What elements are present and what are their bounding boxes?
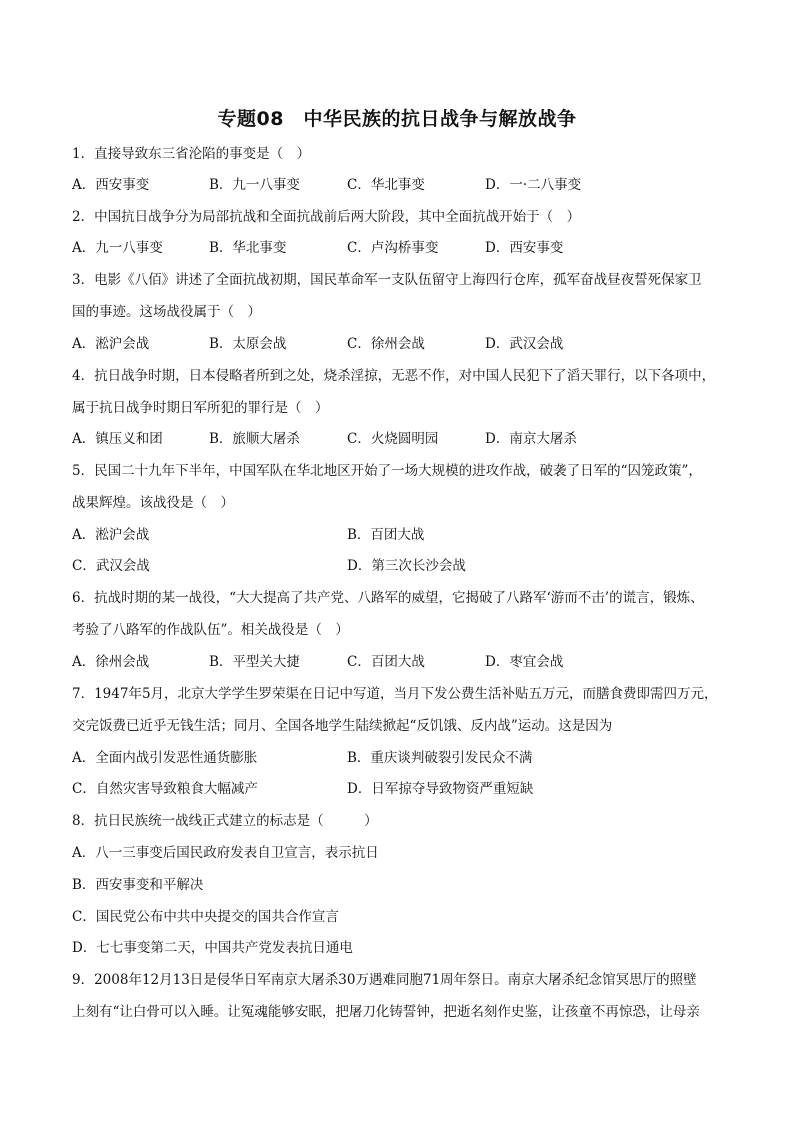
question-2-option-d: D．西安事变 (485, 240, 564, 256)
question-2-stem: 2．中国抗日战争分为局部抗战和全面抗战前后两大阶段，其中全面抗战开始于（ ） (72, 209, 581, 225)
question-4-option-a: A．镇压义和团 (72, 431, 163, 447)
question-7-option-d: D．日军掠夺导致物资严重短缺 (347, 781, 534, 797)
question-5-stem-line-1: 5．民国二十九年下半年，中国军队在华北地区开始了一场大规模的进攻作战，破袭了日军的“囚笼政策”， (72, 463, 702, 479)
question-4-stem-line-1: 4．抗日战争时期，日本侵略者所到之处，烧杀淫掠，无恶不作，对中国人民犯下了滔天罪行，以下各项中， (72, 368, 716, 384)
question-6-option-a: A．徐州会战 (72, 654, 150, 670)
question-4-stem-line-2: 属于抗日战争时期日军所犯的罪行是（ ） (72, 400, 329, 416)
question-3-option-d: D．武汉会战 (485, 336, 564, 352)
question-3-option-b: B．太原会战 (209, 336, 287, 352)
question-8-stem: 8．抗日民族统一战线正式建立的标志是（ ） (72, 813, 378, 829)
question-4-option-c: C．火烧圆明园 (347, 431, 439, 447)
question-5-option-d: D．第三次长沙会战 (347, 558, 466, 574)
question-6-option-c: C．百团大战 (347, 654, 425, 670)
question-1-option-a: A．西安事变 (72, 177, 150, 193)
question-3-option-a: A．淞沪会战 (72, 336, 150, 352)
question-6-option-d: D．枣宜会战 (485, 654, 564, 670)
question-9-stem-line-1: 9．2008年12月13日是侵华日军南京大屠杀30万遇难同胞71周年祭日。南京大屠杀纪念馆冥思厅的照壁 (72, 972, 697, 988)
question-4-option-b: B．旅顺大屠杀 (209, 431, 300, 447)
question-7-stem-line-2: 交完饭费已近乎无钱生活；同月、全国各地学生陆续掀起“反饥饿、反内战”运动。这是因为 (72, 718, 613, 734)
question-7-option-a: A．全面内战引发恶性通货膨胀 (72, 750, 258, 766)
question-7-option-b: B．重庆谈判破裂引发民众不满 (347, 750, 533, 766)
question-5-option-c: C．武汉会战 (72, 558, 150, 574)
question-8-option-c: C．国民党公布中共中央提交的国共合作宣言 (72, 909, 339, 925)
question-2-option-a: A．九一八事变 (72, 240, 163, 256)
question-4-option-d: D．南京大屠杀 (485, 431, 577, 447)
question-8-option-a: A．八一三事变后国民政府发表自卫宣言，表示抗日 (72, 845, 379, 861)
question-5-stem-line-2: 战果辉煌。该战役是（ ） (72, 495, 234, 511)
question-2-option-b: B．华北事变 (209, 240, 287, 256)
question-8-option-d: D．七七事变第二天，中国共产党发表抗日通电 (72, 940, 353, 956)
question-6-stem-line-2: 考验了八路军的作战队伍”。相关战役是（ ） (72, 622, 349, 638)
question-1-option-d: D．一·二八事变 (485, 177, 582, 193)
question-6-stem-line-1: 6．抗战时期的某一战役，“大大提高了共产党、八路军的威望，它揭破了八路军‘游而不击’的谎言，锻炼、 (72, 590, 704, 606)
question-3-stem-line-1: 3．电影《八佰》讲述了全面抗战初期，国民革命军一支队伍留守上海四行仓库，孤军奋战昼夜誓死保家卫 (72, 272, 702, 288)
question-1-option-b: B．九一八事变 (209, 177, 300, 193)
question-3-option-c: C．徐州会战 (347, 336, 425, 352)
question-2-option-c: C．卢沟桥事变 (347, 240, 439, 256)
question-5-option-b: B．百团大战 (347, 527, 425, 543)
question-5-option-a: A．淞沪会战 (72, 527, 150, 543)
question-1-option-c: C．华北事变 (347, 177, 425, 193)
question-9-stem-line-2: 上刻有“让白骨可以入睡。让冤魂能够安眠，把屠刀化铸誓钟，把逝名刻作史鉴，让孩童不再惊恐，让母亲 (72, 1004, 700, 1020)
document-title: 专题08 中华民族的抗日战争与解放战争 (217, 108, 577, 130)
question-6-option-b: B．平型关大捷 (209, 654, 300, 670)
question-8-option-b: B．西安事变和平解决 (72, 877, 204, 893)
question-7-option-c: C．自然灾害导致粮食大幅减产 (72, 781, 258, 797)
question-3-stem-line-2: 国的事迹。这场战役属于（ ） (72, 304, 261, 320)
question-7-stem-line-1: 7．1947年5月，北京大学学生罗荣渠在日记中写道，当月下发公费生活补贴五万元，而膳食费即需四万元， (72, 686, 718, 702)
question-1-stem: 1．直接导致东三省沦陷的事变是（ ） (72, 146, 311, 162)
